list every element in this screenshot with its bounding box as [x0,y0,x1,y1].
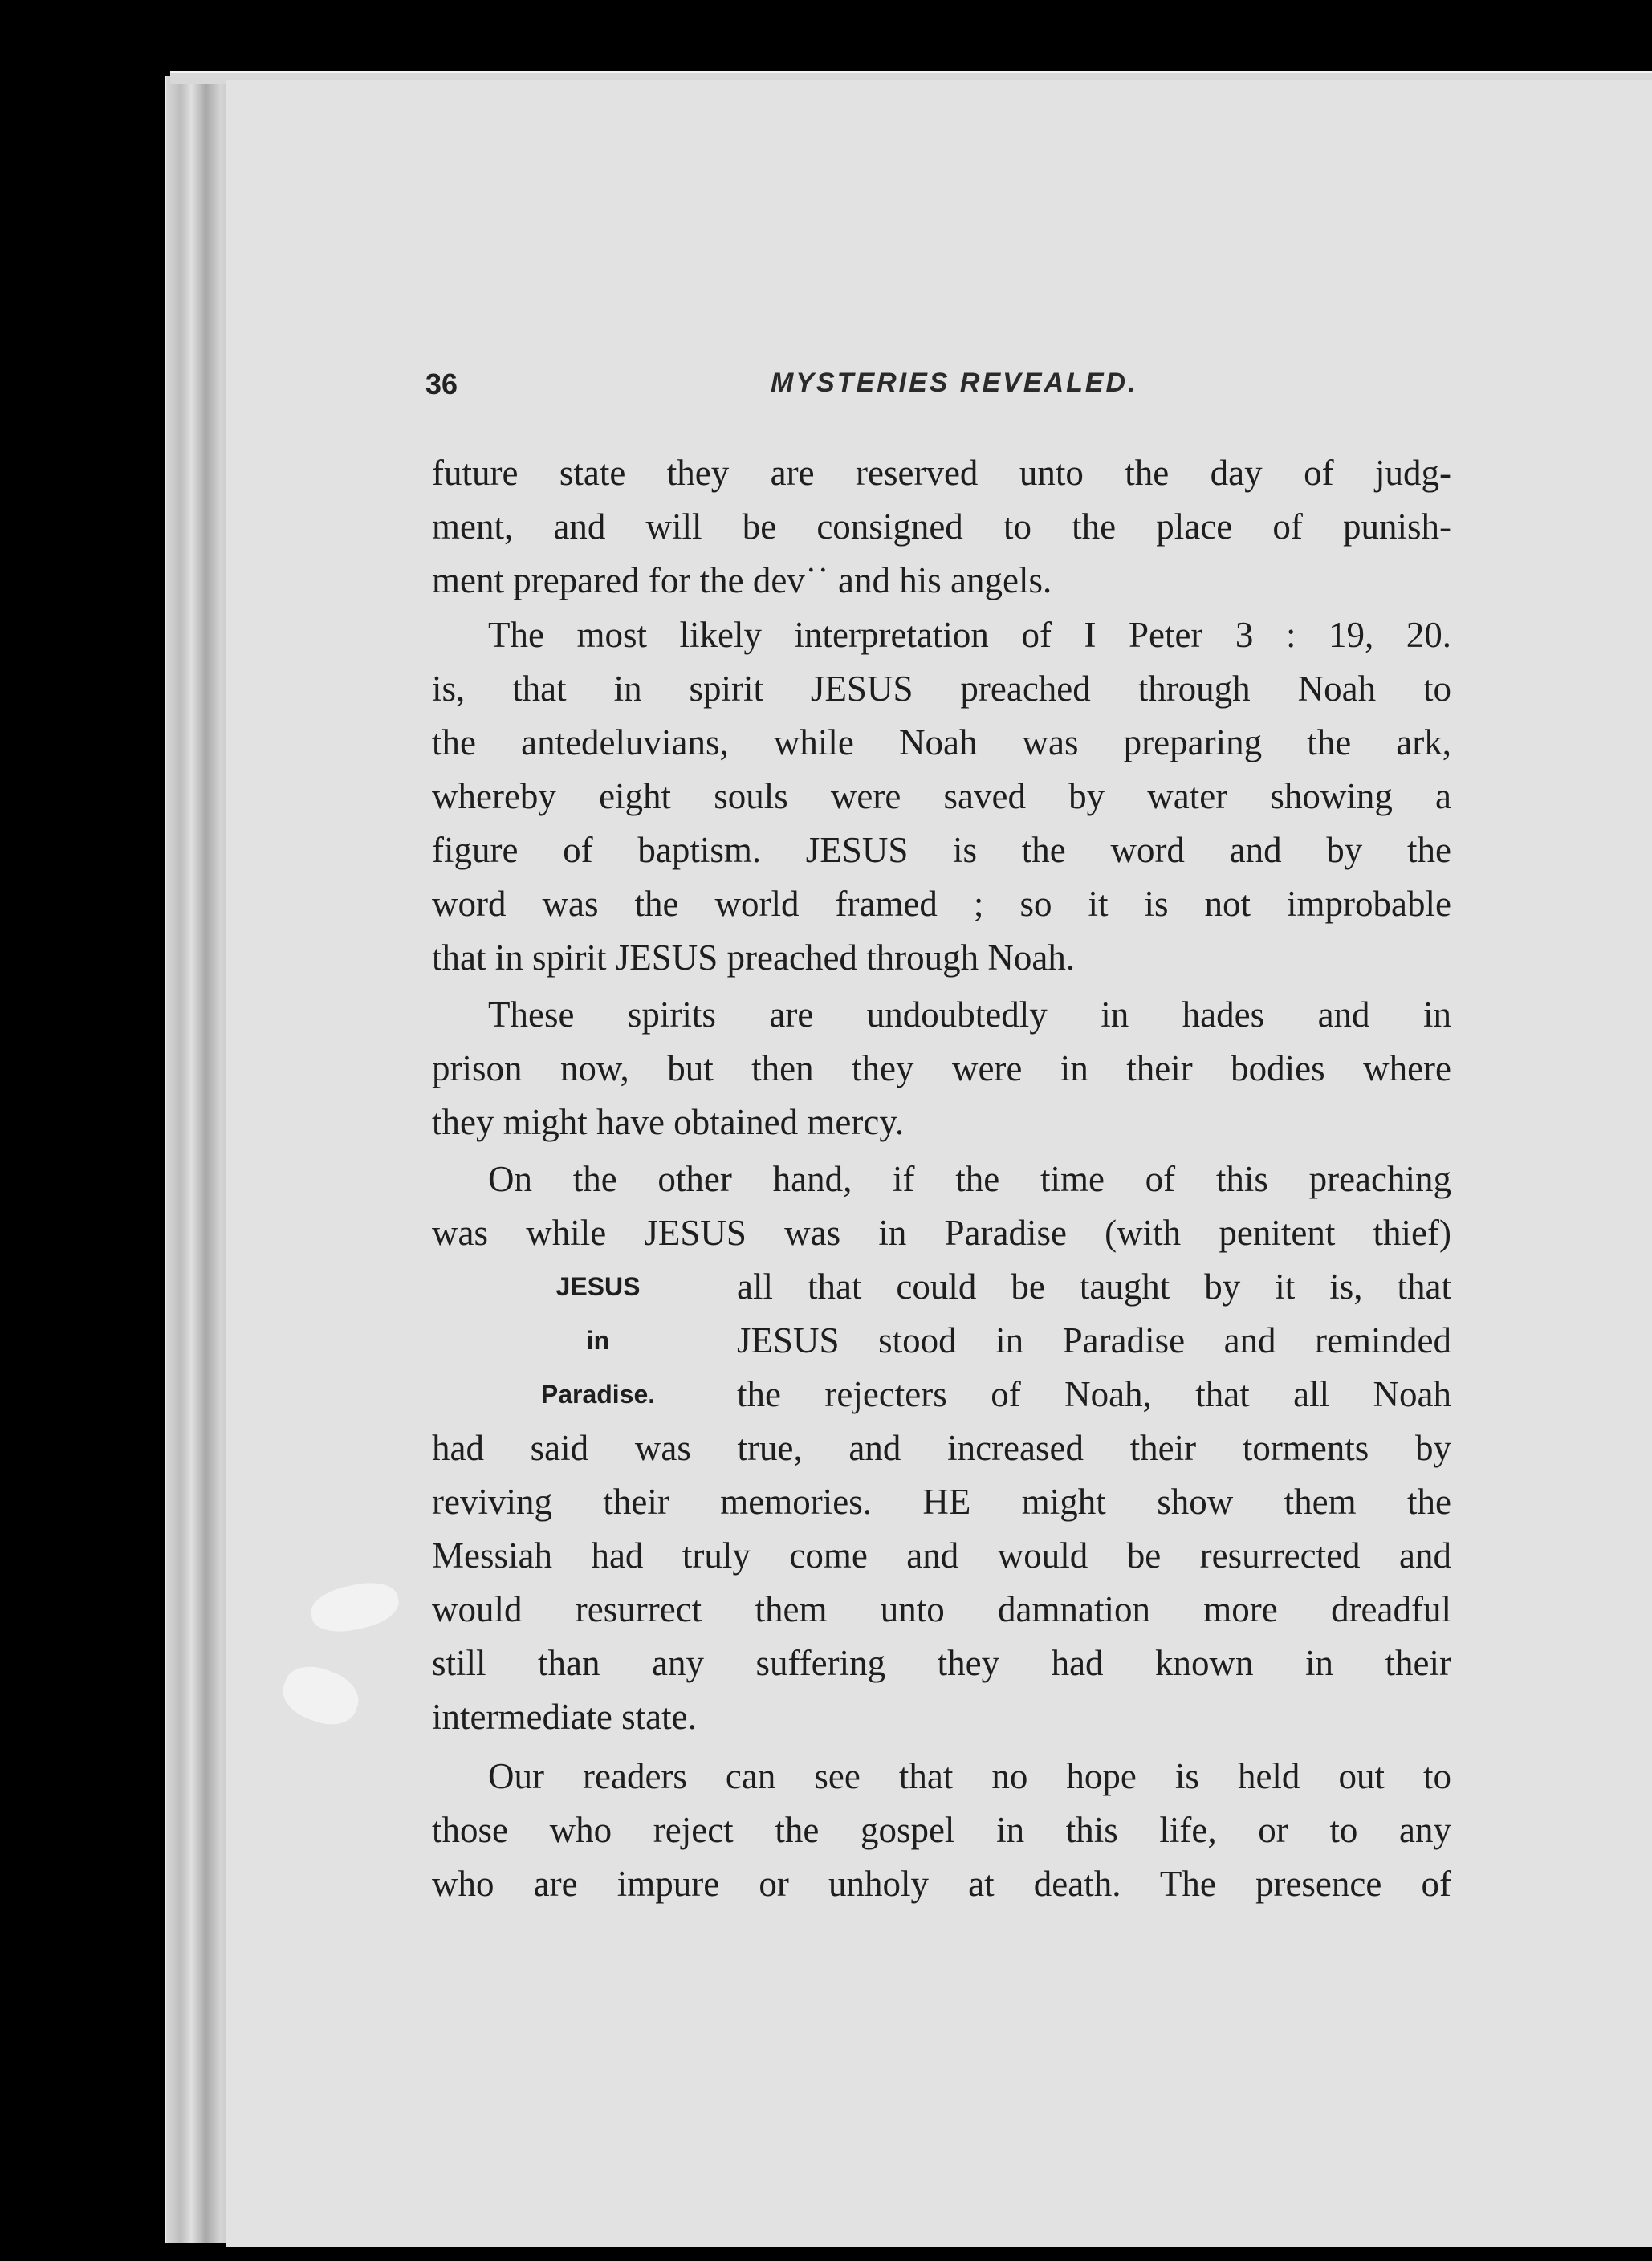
text-line: is, that in spirit JESUS preached through Noah to [432,669,1451,709]
text-line: was while JESUS was in Paradise (with penitent thief) [432,1213,1451,1253]
sidenote-line: Paradise. [540,1380,656,1409]
text-line: future state they are reserved unto the day of judg- [432,453,1451,493]
text-line: ment, and will be consigned to the place of punish- [432,506,1451,547]
page-number: 36 [425,368,458,401]
text-line: would resurrect them unto damnation more dreadful [432,1589,1451,1629]
text-line: JESUS stood in Paradise and reminded [737,1320,1451,1360]
text-line: On the other hand, if the time of this preaching [488,1159,1451,1199]
text-line: had said was true, and increased their torments by [432,1428,1451,1468]
text-line: they might have obtained mercy. [432,1102,905,1142]
text-line: These spirits are undoubtedly in hades and in [488,994,1451,1035]
page-header [425,368,1453,408]
text-line: prison now, but then they were in their bodies where [432,1048,1451,1088]
text-line: ment prepared for the dev˙˙ and his angels. [432,560,1052,600]
text-line: all that could be taught by it is, that [737,1267,1451,1307]
sidenote-line: JESUS [555,1272,641,1301]
text-line: word was the world framed ; so it is not improbable [432,884,1451,924]
text-line: reviving their memories. HE might show them the [432,1482,1451,1522]
paper-stain [307,1576,402,1638]
text-line: who are impure or unholy at death. The presence of [432,1864,1451,1904]
text-line: whereby eight souls were saved by water showing a [432,776,1451,816]
text-line: that in spirit JESUS preached through Noah. [432,937,1076,978]
sidenote-line: in [586,1326,610,1355]
text-line: The most likely interpretation of I Peter 3 : 19, 20. [488,615,1451,655]
text-line: still than any suffering they had known in their [432,1643,1451,1683]
text-line: Messiah had truly come and would be resurrected and [432,1535,1451,1576]
text-line: those who reject the gospel in this life, or to any [432,1810,1451,1850]
running-title: MYSTERIES REVEALED. [771,368,1138,398]
text-line: the antedeluvians, while Noah was preparing the ark, [432,722,1451,762]
text-line: the rejecters of Noah, that all Noah [737,1374,1451,1414]
text-line: Our readers can see that no hope is held out to [488,1756,1451,1796]
text-line: figure of baptism. JESUS is the word and by the [432,830,1451,870]
text-line: intermediate state. [432,1697,697,1737]
paper-stain [276,1658,366,1734]
